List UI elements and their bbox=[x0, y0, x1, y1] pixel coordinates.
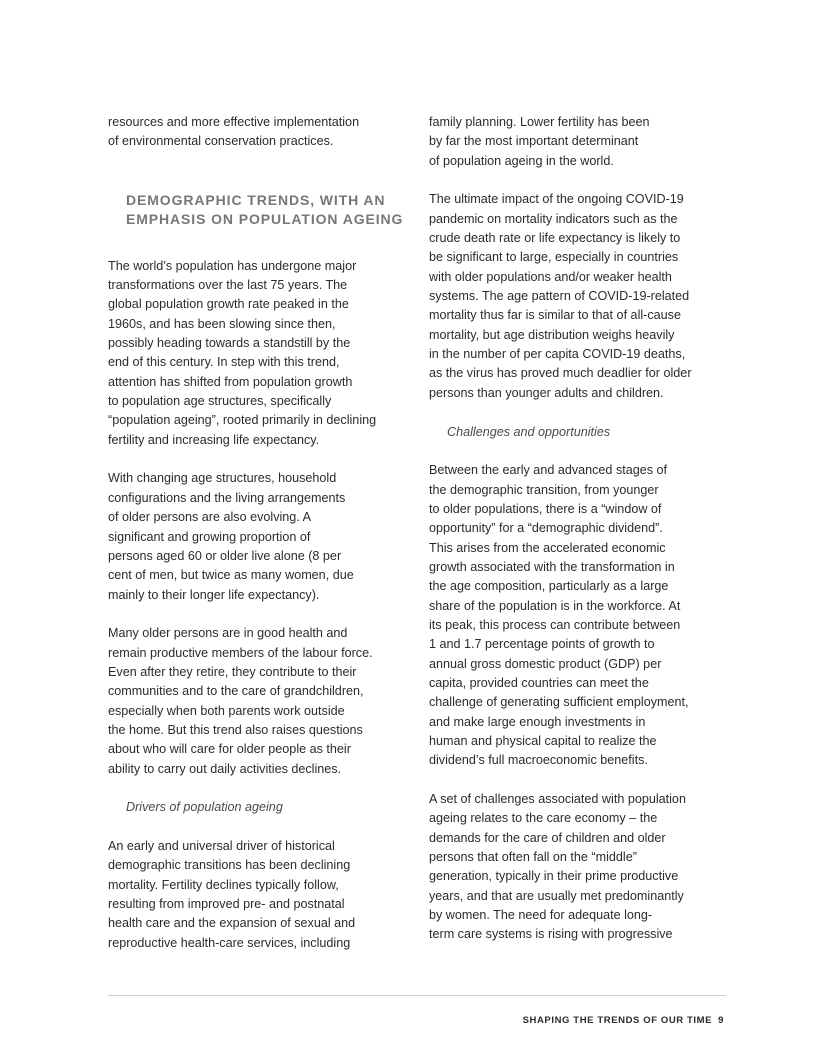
paragraph-family-planning bbox=[429, 113, 719, 171]
subheading-text: Challenges and opportunities bbox=[447, 424, 611, 439]
section-heading bbox=[126, 191, 404, 229]
text-line: of environmental conservation practices. bbox=[108, 134, 334, 149]
text-line: crude death rate or life expectancy is likely to bbox=[429, 231, 681, 246]
text-line: The world’s population has undergone major bbox=[108, 258, 357, 273]
paragraph-age-structures bbox=[108, 469, 398, 604]
text-line: mortality, but age distribution weighs heavily bbox=[429, 327, 675, 342]
text-line: mainly to their longer life expectancy). bbox=[108, 587, 320, 602]
paragraph-drivers bbox=[108, 837, 398, 953]
text-line: the home. But this trend also raises questions bbox=[108, 722, 363, 737]
text-line: attention has shifted from population growth bbox=[108, 374, 353, 389]
text-line: Many older persons are in good health and bbox=[108, 626, 348, 641]
text-line: of older persons are also evolving. A bbox=[108, 510, 312, 525]
text-line: Even after they retire, they contribute to their bbox=[108, 664, 357, 679]
text-line: ageing relates to the care economy – the bbox=[429, 811, 658, 826]
text-line: in the number of per capita COVID-19 deaths, bbox=[429, 347, 686, 362]
text-line: persons aged 60 or older live alone (8 per bbox=[108, 548, 342, 563]
text-line: human and physical capital to realize the bbox=[429, 734, 657, 748]
paragraph-care-economy bbox=[429, 790, 719, 945]
text-line: about who will care for older people as their bbox=[108, 742, 351, 757]
text-line: by women. The need for adequate long- bbox=[429, 908, 653, 923]
text-line: Between the early and advanced stages of bbox=[429, 463, 668, 478]
page-footer bbox=[523, 1015, 724, 1026]
subheading-text: Drivers of population ageing bbox=[126, 800, 283, 815]
text-line: growth associated with the transformation in bbox=[429, 559, 675, 574]
text-line: resulting from improved pre- and postnatal bbox=[108, 897, 345, 912]
text-line: pandemic on mortality indicators such as the bbox=[429, 211, 678, 226]
heading-line: EMPHASIS ON POPULATION AGEING bbox=[126, 210, 404, 227]
footer-divider bbox=[108, 995, 726, 996]
text-line: health care and the expansion of sexual and bbox=[108, 916, 356, 931]
text-line: capita, provided countries can meet the bbox=[429, 675, 649, 690]
subheading-drivers bbox=[108, 798, 398, 817]
text-line: 1 and 1.7 percentage points of growth to bbox=[429, 637, 655, 652]
left-column bbox=[108, 113, 404, 953]
text-line: its peak, this process can contribute between bbox=[429, 617, 681, 632]
text-line: The ultimate impact of the ongoing COVID-19 bbox=[429, 192, 684, 207]
text-line: cent of men, but twice as many women, due bbox=[108, 568, 354, 583]
text-line: persons than younger adults and children. bbox=[429, 385, 664, 400]
text-line: demands for the care of children and older bbox=[429, 830, 666, 845]
subheading-challenges bbox=[429, 423, 719, 442]
text-line: share of the population is in the workforce. At bbox=[429, 598, 681, 613]
right-column bbox=[429, 113, 719, 945]
text-line: A set of challenges associated with population bbox=[429, 792, 686, 807]
text-line: mortality. Fertility declines typically follow, bbox=[108, 877, 339, 892]
text-line: “population ageing”, rooted primarily in declining bbox=[108, 413, 377, 428]
paragraph-covid bbox=[429, 190, 719, 403]
text-line: mortality thus far is similar to that of all-cause bbox=[429, 308, 681, 323]
text-line: the age composition, particularly as a large bbox=[429, 579, 669, 594]
page-number: 9 bbox=[718, 1015, 724, 1026]
text-line: resources and more effective implementation bbox=[108, 115, 360, 129]
text-line: An early and universal driver of historical bbox=[108, 839, 335, 853]
text-line: term care systems is rising with progressive bbox=[429, 927, 673, 942]
paragraph-population-transformations bbox=[108, 257, 398, 450]
paragraph-older-persons bbox=[108, 624, 398, 779]
text-line: fertility and increasing life expectancy. bbox=[108, 432, 320, 447]
text-line: This arises from the accelerated economic bbox=[429, 540, 666, 555]
text-line: by far the most important determinant bbox=[429, 134, 639, 149]
text-line: transformations over the last 75 years. The bbox=[108, 278, 348, 293]
text-line: be significant to large, especially in countries bbox=[429, 250, 679, 265]
text-line: With changing age structures, household bbox=[108, 471, 337, 486]
text-line: demographic transitions has been declining bbox=[108, 858, 351, 873]
text-line: configurations and the living arrangements bbox=[108, 490, 346, 505]
text-line: especially when both parents work outside bbox=[108, 703, 345, 718]
text-line: of population ageing in the world. bbox=[429, 153, 614, 168]
text-line: years, and that are usually met predominantly bbox=[429, 888, 684, 903]
text-line: as the virus has proved much deadlier for older bbox=[429, 366, 692, 381]
text-line: global population growth rate peaked in the bbox=[108, 297, 349, 312]
text-line: generation, typically in their prime productive bbox=[429, 869, 679, 884]
text-line: dividend’s full macroeconomic benefits. bbox=[429, 753, 648, 768]
text-line: to population age structures, specifically bbox=[108, 394, 332, 409]
running-title: SHAPING THE TRENDS OF OUR TIME bbox=[522, 1015, 713, 1026]
text-line: significant and growing proportion of bbox=[108, 529, 311, 544]
text-line: opportunity” for a “demographic dividend”. bbox=[429, 521, 663, 536]
text-line: communities and to the care of grandchildren, bbox=[108, 684, 364, 699]
text-line: challenge of generating sufficient employment, bbox=[429, 695, 689, 710]
text-line: family planning. Lower fertility has been bbox=[429, 115, 650, 129]
text-line: remain productive members of the labour force. bbox=[108, 645, 373, 660]
paragraph-demographic-dividend bbox=[429, 461, 719, 771]
intro-paragraph bbox=[108, 113, 398, 152]
text-line: the demographic transition, from younger bbox=[429, 482, 659, 497]
text-line: to older populations, there is a “window of bbox=[429, 501, 662, 516]
text-line: 1960s, and has been slowing since then, bbox=[108, 316, 336, 331]
text-line: reproductive health-care services, including bbox=[108, 935, 351, 950]
text-line: persons that often fall on the “middle” bbox=[429, 850, 637, 865]
text-line: ability to carry out daily activities declines. bbox=[108, 761, 342, 776]
text-line: systems. The age pattern of COVID-19-related bbox=[429, 289, 690, 304]
text-line: possibly heading towards a standstill by the bbox=[108, 336, 351, 351]
text-line: end of this century. In step with this trend, bbox=[108, 355, 340, 370]
text-line: annual gross domestic product (GDP) per bbox=[429, 656, 662, 671]
text-line: and make large enough investments in bbox=[429, 714, 646, 729]
heading-line: DEMOGRAPHIC TRENDS, WITH AN bbox=[126, 191, 386, 208]
text-line: with older populations and/or weaker health bbox=[429, 269, 672, 284]
